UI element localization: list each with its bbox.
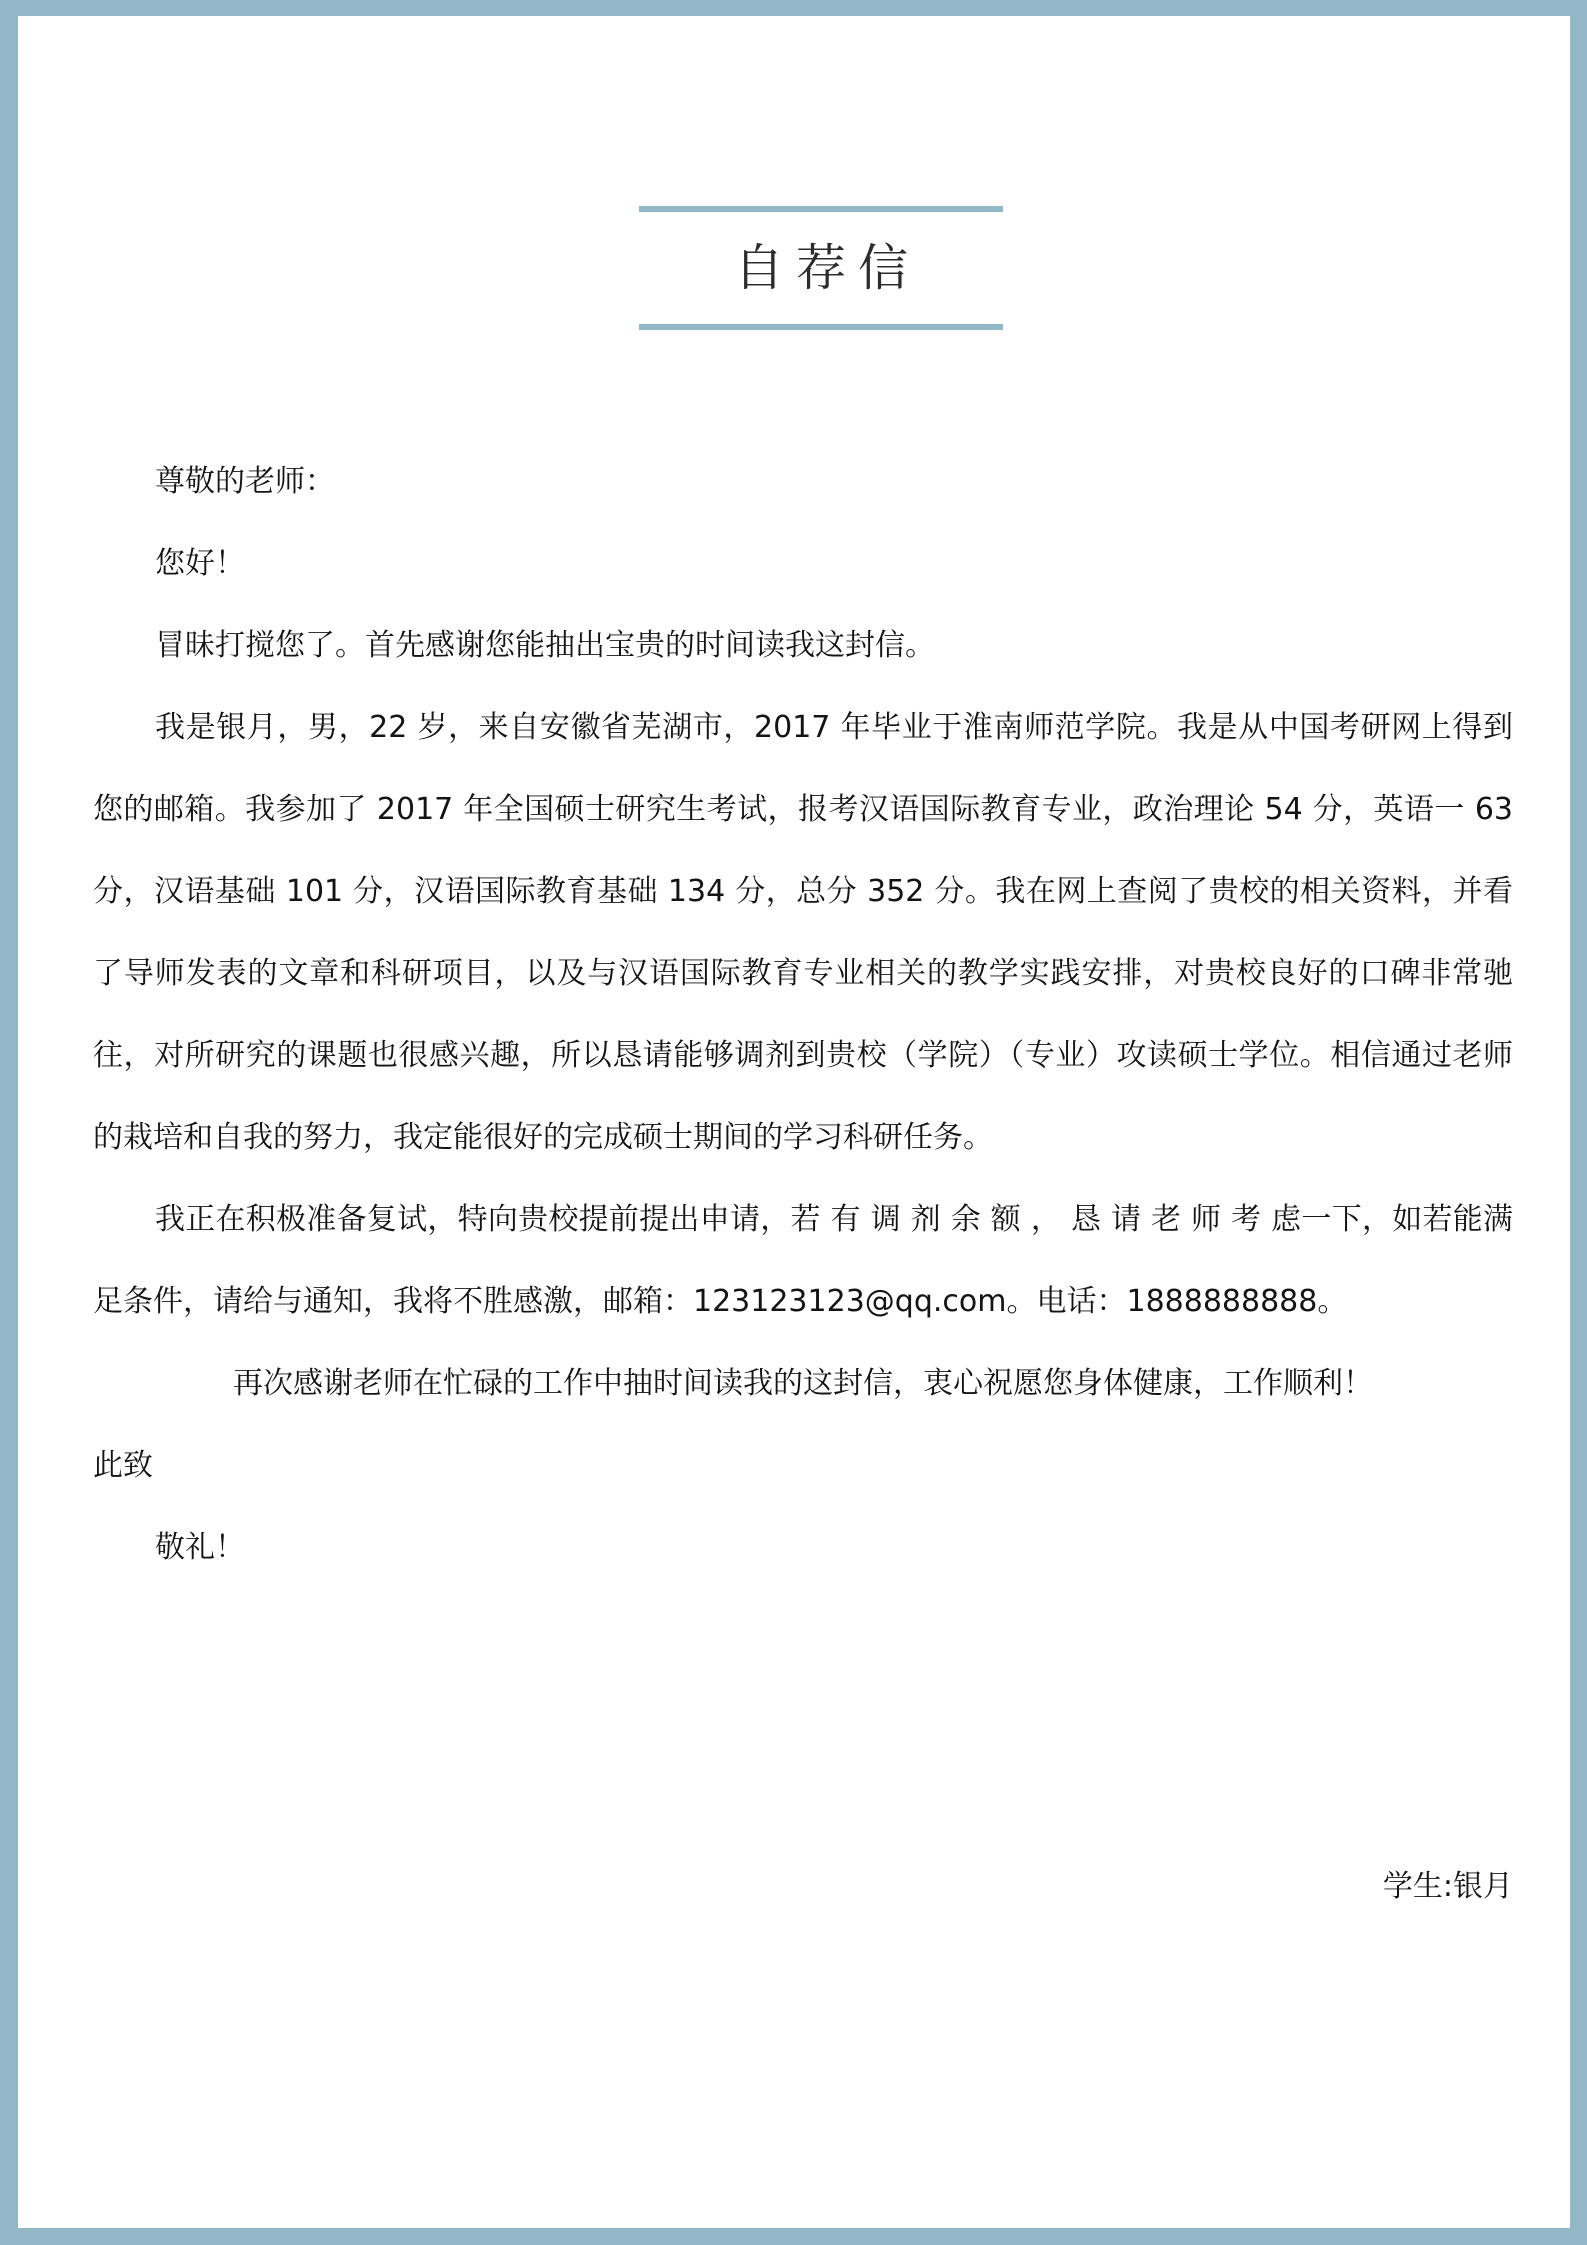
- closing-cizhi: 此致: [93, 1448, 153, 1483]
- paragraph-background: 我是银月，男，22 岁，来自安徽省芜湖市，2017 年毕业于淮南师范学院。我是从中国考研网上得到您的邮箱。我参加了 2017 年全国硕士研究生考试，报考汉语国际教育专业，政治理论 54 分，英语一 63 分，汉语基础 101 分，汉语国际教育基础 134 分，总分 352 分。我在网上查阅了贵校的相关资料，并看了导师发表的文章和科研项目，以及与汉语国际教育专业相关的教学实践安排，对贵校良好的口碑非常驰往，对所研究的课题也很感兴趣，所以恳请能够调剂到贵校（学院）（专业）攻读硕士学位。相信通过老师的栽培和自我的努力，我定能很好的完成硕士期间的学习科研任务。: [93, 710, 1523, 1155]
- letter-body: [93, 441, 1523, 1589]
- paragraph-request: 我正在积极准备复试，特向贵校提前提出申请，若 有 调 剂 余 额 ， 恳 请 老 师 考 虑一下，如若能满足条件，请给与通知，我将不胜感激，邮箱：123123123@qq.com。电话：1888888888。: [93, 1202, 1513, 1319]
- title-block: [639, 206, 1003, 330]
- greeting: 您好！: [155, 546, 245, 581]
- salutation: 尊敬的老师：: [155, 464, 335, 499]
- title-bottom-rule: [639, 324, 1003, 330]
- closing-jingli: 敬礼！: [155, 1530, 245, 1565]
- letter-page: [18, 16, 1570, 2228]
- paragraph-intro: 冒昧打搅您了。首先感谢您能抽出宝贵的时间读我这封信。: [155, 628, 935, 663]
- signature: 学生:银月: [1382, 1869, 1513, 1904]
- paragraph-thanks: 再次感谢老师在忙碌的工作中抽时间读我的这封信，衷心祝愿您身体健康，工作顺利！: [233, 1366, 1373, 1401]
- letter-title: 自荐信: [734, 239, 920, 297]
